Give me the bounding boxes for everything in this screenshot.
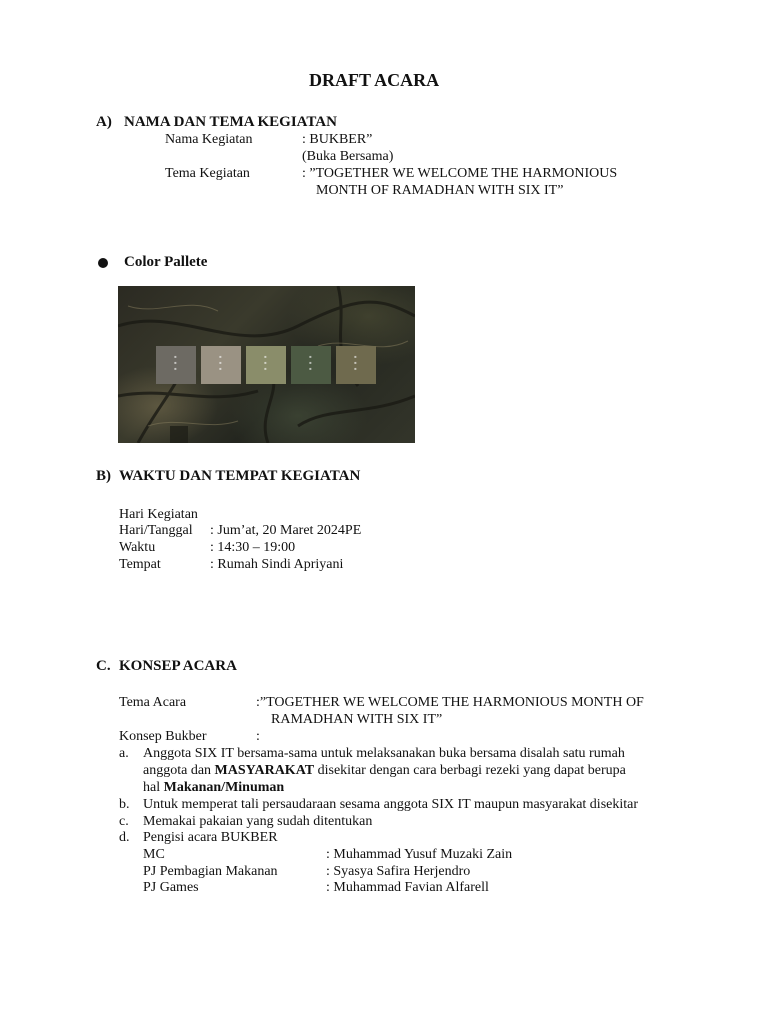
swatch-2: ■ ■ ■	[201, 346, 241, 384]
item-a-marker: a.	[119, 746, 129, 761]
mc-label: MC	[143, 847, 165, 862]
mc-value: : Muhammad Yusuf Muzaki Zain	[326, 847, 513, 862]
konsep-bukber-colon: :	[256, 729, 260, 744]
swatch-3: ■ ■ ■	[246, 346, 286, 384]
bullet-icon	[98, 258, 108, 268]
section-b-heading: WAKTU DAN TEMPAT KEGIATAN	[119, 468, 361, 484]
tempat-label: Tempat	[119, 557, 161, 572]
tema-kegiatan-label: Tema Kegiatan	[165, 166, 250, 181]
tema-acara-label: Tema Acara	[119, 695, 187, 710]
hari-kegiatan-label: Hari Kegiatan	[119, 507, 198, 522]
section-b-marker: B)	[96, 468, 111, 484]
tema-acara-value-1: :”TOGETHER WE WELCOME THE HARMONIOUS MONTH OF	[256, 695, 644, 710]
item-a-line-3-pre: hal	[143, 780, 164, 795]
pj-games-label: PJ Games	[143, 880, 199, 895]
hari-tanggal-value: : Jum’at, 20 Maret 2024PE	[210, 523, 362, 538]
pj-games-value: : Muhammad Favian Alfarell	[326, 880, 489, 895]
tema-acara-value-2: RAMADHAN WITH SIX IT”	[271, 712, 443, 727]
nama-kegiatan-sub: (Buka Bersama)	[302, 149, 394, 164]
hari-tanggal-label: Hari/Tanggal	[119, 523, 193, 538]
swatch-4: ■ ■ ■	[291, 346, 331, 384]
item-a-line-1: Anggota SIX IT bersama-sama untuk melaksanakan buka bersama disalah satu rumah	[143, 746, 625, 761]
nama-kegiatan-label: Nama Kegiatan	[165, 132, 253, 147]
section-c-marker: C.	[96, 658, 111, 674]
item-c-text: Memakai pakaian yang sudah ditentukan	[143, 814, 373, 829]
waktu-label: Waktu	[119, 540, 156, 555]
tempat-value: : Rumah Sindi Apriyani	[210, 557, 344, 572]
pj-makanan-label: PJ Pembagian Makanan	[143, 864, 278, 879]
swatch-5: ■ ■ ■	[336, 346, 376, 384]
konsep-bukber-label: Konsep Bukber	[119, 729, 207, 744]
page-title: DRAFT ACARA	[309, 70, 440, 90]
section-a-marker: A)	[96, 114, 112, 130]
pj-makanan-value: : Syasya Safira Herjendro	[326, 864, 471, 879]
item-c-marker: c.	[119, 814, 129, 829]
item-a-bold-makanan: Makanan/Minuman	[163, 780, 285, 795]
item-a-line-2	[143, 763, 626, 779]
item-a-bold-masyarakat: MASYARAKAT	[214, 763, 315, 778]
section-a-heading: NAMA DAN TEMA KEGIATAN	[124, 114, 337, 130]
item-a-line-3	[143, 780, 284, 796]
tema-kegiatan-value-1: : ”TOGETHER WE WELCOME THE HARMONIOUS	[302, 166, 618, 181]
swatch-1: ■ ■ ■	[156, 346, 196, 384]
item-b-marker: b.	[119, 797, 130, 812]
item-d-marker: d.	[119, 830, 130, 845]
tema-kegiatan-value-2: MONTH OF RAMADHAN WITH SIX IT”	[316, 183, 564, 198]
waktu-value: : 14:30 – 19:00	[210, 540, 296, 555]
item-a-line-2-pre: anggota dan	[143, 763, 215, 778]
color-palette-image	[118, 286, 415, 443]
item-a-line-2-post: disekitar dengan cara berbagi rezeki yang dapat berupa	[314, 763, 626, 778]
item-d-text: Pengisi acara BUKBER	[143, 830, 278, 845]
nama-kegiatan-value: : BUKBER”	[302, 132, 373, 147]
item-b-text: Untuk memperat tali persaudaraan sesama anggota SIX IT maupun masyarakat disekitar	[143, 797, 639, 812]
section-c-heading: KONSEP ACARA	[119, 658, 237, 674]
palette-heading: Color Pallete	[124, 254, 208, 270]
